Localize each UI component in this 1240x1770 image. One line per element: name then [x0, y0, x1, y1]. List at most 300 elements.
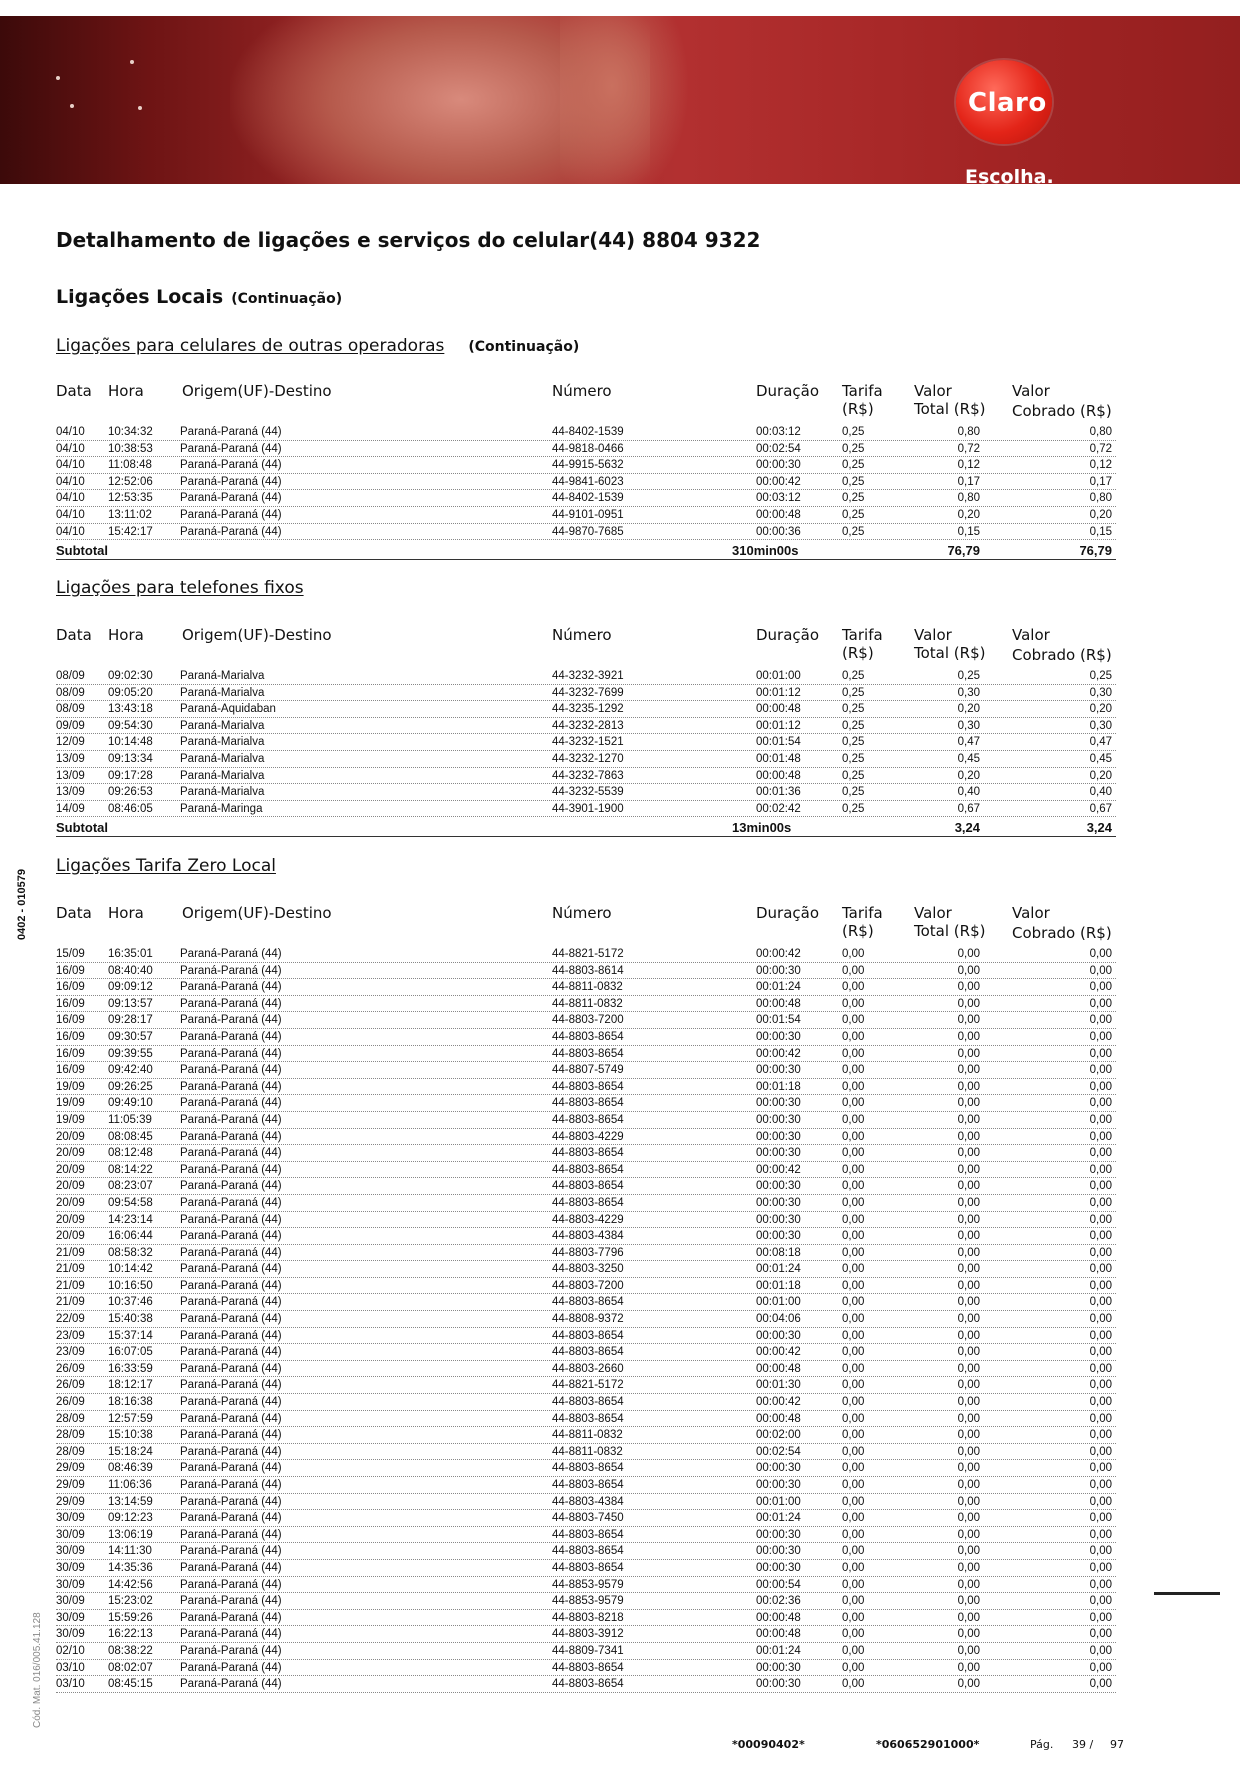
cell-data: 21/09 — [56, 1296, 85, 1309]
cell-valor-total: 0,00 — [957, 1512, 980, 1525]
table-row — [56, 979, 1116, 996]
cell-tarifa: 0,00 — [842, 1047, 865, 1060]
cell-origem: Paraná-Paraná (44) — [180, 442, 282, 455]
cell-valor-cobrado: 0,67 — [1089, 802, 1112, 815]
cell-hora: 10:14:48 — [108, 736, 153, 749]
group-title — [56, 578, 304, 598]
col-hora: Hora — [108, 626, 144, 644]
table-row — [56, 1660, 1116, 1677]
header-banner — [0, 16, 1240, 184]
cell-numero: 44-8811-0832 — [552, 1429, 623, 1442]
cell-hora: 09:54:58 — [108, 1196, 153, 1209]
group-title-text: Ligações Tarifa Zero Local — [56, 856, 276, 876]
table-row — [56, 1129, 1116, 1146]
cell-numero: 44-9841-6023 — [552, 475, 624, 488]
cell-origem: Paraná-Paraná (44) — [180, 1362, 282, 1375]
right-margin-mark — [1154, 1592, 1220, 1595]
cell-valor-total: 0,00 — [957, 1462, 980, 1475]
cell-numero: 44-8803-8654 — [552, 1296, 624, 1309]
table-row — [56, 1460, 1116, 1477]
table-row — [56, 751, 1116, 768]
cell-valor-cobrado: 0,00 — [1089, 1014, 1112, 1027]
cell-valor-total: 0,15 — [957, 525, 980, 538]
subtotal-valor-total: 76,79 — [947, 543, 980, 559]
cell-duracao: 00:00:48 — [756, 703, 801, 716]
table-row — [56, 441, 1116, 458]
footer-page: 39 / — [1072, 1738, 1094, 1751]
cell-numero: 44-8803-4229 — [552, 1130, 624, 1143]
cell-hora: 08:45:15 — [108, 1678, 153, 1691]
cell-tarifa: 0,00 — [842, 1147, 865, 1160]
cell-duracao: 00:00:30 — [756, 1661, 801, 1674]
group-title-text: Ligações para telefones fixos — [56, 578, 304, 598]
cell-valor-cobrado: 0,00 — [1089, 964, 1112, 977]
cell-valor-total: 0,30 — [957, 719, 980, 732]
cell-valor-total: 0,30 — [957, 686, 980, 699]
cell-tarifa: 0,00 — [842, 1246, 865, 1259]
cell-tarifa: 0,00 — [842, 1113, 865, 1126]
cell-hora: 08:46:39 — [108, 1462, 153, 1475]
cell-tarifa: 0,00 — [842, 1014, 865, 1027]
table-row — [56, 1046, 1116, 1063]
cell-origem: Paraná-Paraná (44) — [180, 1080, 282, 1093]
cell-numero: 44-3232-1270 — [552, 752, 624, 765]
col-numero: Número — [552, 382, 612, 400]
cell-data: 16/09 — [56, 1047, 85, 1060]
cell-origem: Paraná-Paraná (44) — [180, 1628, 282, 1641]
cell-duracao: 00:00:42 — [756, 1047, 801, 1060]
table-row — [56, 1228, 1116, 1245]
cell-data: 16/09 — [56, 964, 85, 977]
cell-tarifa: 0,00 — [842, 1644, 865, 1657]
cell-numero: 44-8803-8654 — [552, 1163, 624, 1176]
col-duracao: Duração — [756, 626, 820, 644]
cell-origem: Paraná-Paraná (44) — [180, 1429, 282, 1442]
cell-duracao: 00:00:30 — [756, 1213, 801, 1226]
col-tarifa: Tarifa — [842, 626, 883, 644]
table-row — [56, 768, 1116, 785]
col-numero: Número — [552, 626, 612, 644]
cell-origem: Paraná-Paraná (44) — [180, 1147, 282, 1160]
cell-valor-total: 0,00 — [957, 1661, 980, 1674]
cell-origem: Paraná-Paraná (44) — [180, 1611, 282, 1624]
cell-origem: Paraná-Marialva — [180, 786, 265, 799]
cell-valor-total: 0,00 — [957, 1014, 980, 1027]
col-data: Data — [56, 626, 92, 644]
cell-numero: 44-8821-5172 — [552, 1379, 624, 1392]
cell-origem: Paraná-Paraná (44) — [180, 426, 282, 438]
cell-tarifa: 0,00 — [842, 1578, 865, 1591]
col-valor-total-2: Total (R$) — [914, 400, 986, 418]
cell-data: 02/10 — [56, 1644, 85, 1657]
cell-valor-total: 0,00 — [957, 1196, 980, 1209]
table-row — [56, 1560, 1116, 1577]
cell-valor-total: 0,80 — [957, 492, 980, 505]
cell-tarifa: 0,00 — [842, 1611, 865, 1624]
cell-tarifa: 0,25 — [842, 475, 865, 488]
cell-numero: 44-3235-1292 — [552, 703, 624, 716]
cell-tarifa: 0,00 — [842, 1064, 865, 1077]
cell-tarifa: 0,00 — [842, 948, 865, 960]
cell-origem: Paraná-Marialva — [180, 719, 265, 732]
col-duracao: Duração — [756, 382, 820, 400]
cell-tarifa: 0,25 — [842, 802, 865, 815]
cell-valor-total: 0,00 — [957, 1147, 980, 1160]
cell-valor-cobrado: 0,80 — [1089, 426, 1112, 438]
cell-tarifa: 0,00 — [842, 1030, 865, 1043]
table-row — [56, 1195, 1116, 1212]
cell-hora: 10:38:53 — [108, 442, 153, 455]
cell-data: 20/09 — [56, 1180, 85, 1193]
cell-hora: 09:13:57 — [108, 997, 153, 1010]
cell-data: 29/09 — [56, 1495, 85, 1508]
cell-duracao: 00:00:48 — [756, 1611, 801, 1624]
cell-data: 08/09 — [56, 670, 85, 682]
col-valor-cobrado: Valor — [1012, 382, 1050, 400]
table-row — [56, 1095, 1116, 1112]
cell-numero: 44-8803-8654 — [552, 1561, 624, 1574]
cell-tarifa: 0,00 — [842, 997, 865, 1010]
table-row — [56, 524, 1116, 541]
cell-numero: 44-8803-2660 — [552, 1362, 624, 1375]
cell-hora: 11:06:36 — [108, 1479, 152, 1491]
cell-origem: Paraná-Paraná (44) — [180, 1047, 282, 1060]
cell-valor-cobrado: 0,00 — [1089, 948, 1112, 960]
cell-hora: 13:11:02 — [108, 508, 152, 521]
table-row — [56, 1012, 1116, 1029]
cell-valor-total: 0,00 — [957, 1296, 980, 1309]
cell-data: 04/10 — [56, 475, 85, 488]
cell-hora: 16:06:44 — [108, 1230, 153, 1243]
subtotal-valor-total: 3,24 — [954, 820, 980, 836]
cell-data: 19/09 — [56, 1097, 85, 1110]
cell-duracao: 00:01:36 — [756, 786, 801, 799]
cell-valor-total: 0,00 — [957, 1678, 980, 1691]
cell-data: 20/09 — [56, 1196, 85, 1209]
cell-hora: 15:42:17 — [108, 525, 153, 538]
cell-tarifa: 0,00 — [842, 1595, 865, 1608]
cell-tarifa: 0,00 — [842, 1080, 865, 1093]
table-row — [56, 1626, 1116, 1643]
table-row — [56, 1643, 1116, 1660]
table-header — [56, 904, 1116, 946]
table-row — [56, 946, 1116, 963]
subtotal-duration: 13min00s — [732, 820, 792, 836]
cell-data: 22/09 — [56, 1313, 85, 1326]
subtotal-label: Subtotal — [56, 543, 108, 559]
cell-data: 16/09 — [56, 1064, 85, 1077]
cell-data: 26/09 — [56, 1362, 85, 1375]
cell-duracao: 00:01:18 — [756, 1080, 801, 1093]
cell-valor-total: 0,00 — [957, 1130, 980, 1143]
cell-valor-cobrado: 0,00 — [1089, 1064, 1112, 1077]
cell-tarifa: 0,00 — [842, 1379, 865, 1392]
cell-tarifa: 0,25 — [842, 670, 865, 682]
cell-valor-cobrado: 0,00 — [1089, 1097, 1112, 1110]
cell-data: 09/09 — [56, 719, 85, 732]
cell-valor-total: 0,45 — [957, 752, 980, 765]
cell-data: 04/10 — [56, 508, 85, 521]
cell-duracao: 00:02:54 — [756, 442, 801, 455]
cell-valor-cobrado: 0,30 — [1089, 719, 1112, 732]
cell-data: 14/09 — [56, 802, 85, 815]
table-row — [56, 1444, 1116, 1461]
table-row — [56, 1029, 1116, 1046]
cell-origem: Paraná-Paraná (44) — [180, 1561, 282, 1574]
cell-origem: Paraná-Paraná (44) — [180, 1396, 282, 1409]
cell-valor-total: 0,80 — [957, 426, 980, 438]
cell-duracao: 00:00:30 — [756, 1528, 801, 1541]
cell-hora: 08:38:22 — [108, 1644, 153, 1657]
cell-valor-cobrado: 0,20 — [1089, 508, 1112, 521]
cell-duracao: 00:00:30 — [756, 1329, 801, 1342]
subtotal-row — [56, 817, 1116, 837]
cell-hora: 18:12:17 — [108, 1379, 153, 1392]
cell-origem: Paraná-Paraná (44) — [180, 1163, 282, 1176]
cell-valor-total: 0,00 — [957, 964, 980, 977]
cell-numero: 44-8803-8654 — [552, 1412, 624, 1425]
cell-hora: 12:52:06 — [108, 475, 153, 488]
cell-data: 16/09 — [56, 1030, 85, 1043]
cell-origem: Paraná-Paraná (44) — [180, 508, 282, 521]
cell-valor-total: 0,00 — [957, 1230, 980, 1243]
cell-numero: 44-8807-5749 — [552, 1064, 624, 1077]
table-row — [56, 1610, 1116, 1627]
cell-duracao: 00:01:30 — [756, 1379, 801, 1392]
cell-origem: Paraná-Paraná (44) — [180, 1230, 282, 1243]
calls-table-landline — [56, 626, 1116, 837]
cell-numero: 44-8402-1539 — [552, 492, 624, 505]
cell-numero: 44-8808-9372 — [552, 1313, 624, 1326]
cell-tarifa: 0,00 — [842, 1445, 865, 1458]
cell-numero: 44-8803-8654 — [552, 1462, 624, 1475]
cell-data: 08/09 — [56, 686, 85, 699]
cell-origem: Paraná-Paraná (44) — [180, 948, 282, 960]
cell-duracao: 00:08:18 — [756, 1246, 801, 1259]
cell-data: 20/09 — [56, 1230, 85, 1243]
table-row — [56, 1411, 1116, 1428]
cell-numero: 44-8803-8654 — [552, 1346, 624, 1359]
cell-tarifa: 0,00 — [842, 1230, 865, 1243]
cell-hora: 09:49:10 — [108, 1097, 153, 1110]
cell-valor-cobrado: 0,30 — [1089, 686, 1112, 699]
cell-hora: 12:57:59 — [108, 1412, 153, 1425]
table-row — [56, 457, 1116, 474]
cell-duracao: 00:00:30 — [756, 1180, 801, 1193]
section-note: (Continuação) — [231, 291, 343, 307]
cell-tarifa: 0,00 — [842, 1213, 865, 1226]
table-row — [56, 1062, 1116, 1079]
col-valor-cobrado-2: Cobrado (R$) — [1012, 646, 1112, 664]
cell-hora: 15:37:14 — [108, 1329, 153, 1342]
group-title-text: Ligações para celulares de outras operadoras — [56, 336, 445, 356]
cell-tarifa: 0,00 — [842, 1097, 865, 1110]
cell-duracao: 00:00:30 — [756, 1479, 801, 1491]
cell-duracao: 00:00:30 — [756, 1147, 801, 1160]
col-valor-total-2: Total (R$) — [914, 922, 986, 940]
cell-valor-cobrado: 0,00 — [1089, 1462, 1112, 1475]
cell-valor-total: 0,00 — [957, 1064, 980, 1077]
cell-numero: 44-8803-8218 — [552, 1611, 624, 1624]
col-tarifa: Tarifa — [842, 904, 883, 922]
table-row — [56, 685, 1116, 702]
cell-origem: Paraná-Marialva — [180, 769, 265, 782]
cell-numero: 44-8803-8654 — [552, 1097, 624, 1110]
subtotal-duration: 310min00s — [732, 543, 799, 559]
cell-hora: 08:40:40 — [108, 964, 153, 977]
cell-hora: 08:14:22 — [108, 1163, 153, 1176]
footer-total-pages: 97 — [1110, 1738, 1124, 1751]
cell-origem: Paraná-Marialva — [180, 752, 265, 765]
cell-origem: Paraná-Paraná (44) — [180, 1462, 282, 1475]
cell-origem: Paraná-Paraná (44) — [180, 1445, 282, 1458]
cell-numero: 44-8803-8654 — [552, 1678, 624, 1691]
cell-origem: Paraná-Paraná (44) — [180, 1097, 282, 1110]
cell-origem: Paraná-Paraná (44) — [180, 981, 282, 994]
cell-data: 03/10 — [56, 1678, 85, 1691]
cell-valor-cobrado: 0,45 — [1089, 752, 1112, 765]
cell-valor-cobrado: 0,00 — [1089, 1661, 1112, 1674]
cell-valor-total: 0,00 — [957, 1080, 980, 1093]
cell-numero: 44-3232-3921 — [552, 670, 624, 682]
cell-numero: 44-3232-2813 — [552, 719, 624, 732]
cell-valor-cobrado: 0,00 — [1089, 1313, 1112, 1326]
cell-duracao: 00:01:54 — [756, 1014, 801, 1027]
cell-numero: 44-3232-7699 — [552, 686, 624, 699]
cell-hora: 15:23:02 — [108, 1595, 153, 1608]
document-title: Detalhamento de ligações e serviços do celular(44) 8804 9322 — [56, 228, 761, 252]
cell-origem: Paraná-Paraná (44) — [180, 1578, 282, 1591]
cell-duracao: 00:00:30 — [756, 1064, 801, 1077]
cell-tarifa: 0,00 — [842, 1512, 865, 1525]
cell-data: 28/09 — [56, 1412, 85, 1425]
table-row — [56, 734, 1116, 751]
cell-valor-cobrado: 0,25 — [1089, 670, 1112, 682]
col-hora: Hora — [108, 904, 144, 922]
cell-tarifa: 0,00 — [842, 964, 865, 977]
table-body — [56, 424, 1116, 540]
cell-tarifa: 0,00 — [842, 1130, 865, 1143]
cell-origem: Paraná-Paraná (44) — [180, 1296, 282, 1309]
cell-origem: Paraná-Paraná (44) — [180, 1196, 282, 1209]
cell-data: 30/09 — [56, 1545, 85, 1558]
cell-duracao: 00:00:48 — [756, 508, 801, 521]
table-row — [56, 1145, 1116, 1162]
table-body — [56, 668, 1116, 817]
cell-duracao: 00:01:54 — [756, 736, 801, 749]
cell-valor-total: 0,00 — [957, 1030, 980, 1043]
cell-tarifa: 0,00 — [842, 1678, 865, 1691]
table-row — [56, 1427, 1116, 1444]
cell-duracao: 00:00:42 — [756, 948, 801, 960]
cell-hora: 13:43:18 — [108, 703, 153, 716]
cell-numero: 44-8803-7200 — [552, 1279, 624, 1292]
cell-tarifa: 0,25 — [842, 525, 865, 538]
cell-origem: Paraná-Aquidaban — [180, 703, 276, 716]
cell-origem: Paraná-Paraná (44) — [180, 459, 282, 472]
cell-numero: 44-8803-3912 — [552, 1628, 624, 1641]
cell-numero: 44-8803-8654 — [552, 1479, 624, 1491]
table-body — [56, 946, 1116, 1693]
cell-origem: Paraná-Paraná (44) — [180, 1528, 282, 1541]
group-title — [56, 856, 276, 876]
cell-numero: 44-9101-0951 — [552, 508, 624, 521]
cell-valor-total: 0,00 — [957, 1595, 980, 1608]
table-row — [56, 1577, 1116, 1594]
cell-hora: 13:14:59 — [108, 1495, 153, 1508]
cell-valor-cobrado: 0,00 — [1089, 1080, 1112, 1093]
cell-valor-cobrado: 0,00 — [1089, 1545, 1112, 1558]
table-row — [56, 1212, 1116, 1229]
table-row — [56, 1294, 1116, 1311]
cell-data: 23/09 — [56, 1346, 85, 1359]
cell-hora: 09:26:25 — [108, 1080, 153, 1093]
cell-tarifa: 0,00 — [842, 1628, 865, 1641]
cell-valor-cobrado: 0,17 — [1089, 475, 1112, 488]
cell-valor-cobrado: 0,00 — [1089, 1246, 1112, 1259]
cell-hora: 16:33:59 — [108, 1362, 153, 1375]
cell-numero: 44-8821-5172 — [552, 948, 624, 960]
cell-valor-total: 0,00 — [957, 1445, 980, 1458]
cell-data: 04/10 — [56, 492, 85, 505]
cell-data: 04/10 — [56, 426, 85, 438]
cell-valor-total: 0,40 — [957, 786, 980, 799]
cell-numero: 44-8803-4384 — [552, 1495, 624, 1508]
cell-valor-total: 0,00 — [957, 1047, 980, 1060]
cell-origem: Paraná-Paraná (44) — [180, 1279, 282, 1292]
cell-hora: 16:35:01 — [108, 948, 153, 960]
cell-numero: 44-8803-8654 — [552, 1396, 624, 1409]
cell-data: 30/09 — [56, 1628, 85, 1641]
cell-valor-cobrado: 0,00 — [1089, 1379, 1112, 1392]
table-row — [56, 424, 1116, 441]
cell-duracao: 00:01:12 — [756, 686, 801, 699]
cell-hora: 09:39:55 — [108, 1047, 153, 1060]
cell-hora: 09:54:30 — [108, 719, 153, 732]
banner-decor-dot — [70, 104, 74, 108]
table-row — [56, 1178, 1116, 1195]
cell-tarifa: 0,00 — [842, 1279, 865, 1292]
cell-origem: Paraná-Paraná (44) — [180, 1313, 282, 1326]
cell-duracao: 00:00:30 — [756, 459, 801, 472]
cell-duracao: 00:00:30 — [756, 964, 801, 977]
cell-origem: Paraná-Paraná (44) — [180, 964, 282, 977]
table-row — [56, 718, 1116, 735]
cell-tarifa: 0,25 — [842, 703, 865, 716]
cell-valor-cobrado: 0,80 — [1089, 492, 1112, 505]
cell-valor-cobrado: 0,15 — [1089, 525, 1112, 538]
cell-valor-cobrado: 0,00 — [1089, 1578, 1112, 1591]
cell-tarifa: 0,25 — [842, 736, 865, 749]
cell-hora: 14:35:36 — [108, 1561, 153, 1574]
cell-valor-cobrado: 0,40 — [1089, 786, 1112, 799]
cell-duracao: 00:00:48 — [756, 1628, 801, 1641]
cell-tarifa: 0,00 — [842, 1180, 865, 1193]
cell-duracao: 00:03:12 — [756, 492, 801, 505]
cell-numero: 44-8803-4229 — [552, 1213, 624, 1226]
cell-valor-cobrado: 0,00 — [1089, 1030, 1112, 1043]
table-row — [56, 1361, 1116, 1378]
cell-data: 04/10 — [56, 525, 85, 538]
subtotal-valor-cobrado: 76,79 — [1079, 543, 1112, 559]
cell-tarifa: 0,00 — [842, 1429, 865, 1442]
cell-numero: 44-8803-8654 — [552, 1528, 624, 1541]
banner-decor-dot — [138, 106, 142, 110]
col-origem: Origem(UF)-Destino — [182, 382, 332, 400]
cell-origem: Paraná-Paraná (44) — [180, 997, 282, 1010]
cell-origem: Paraná-Paraná (44) — [180, 1379, 282, 1392]
cell-data: 26/09 — [56, 1396, 85, 1409]
